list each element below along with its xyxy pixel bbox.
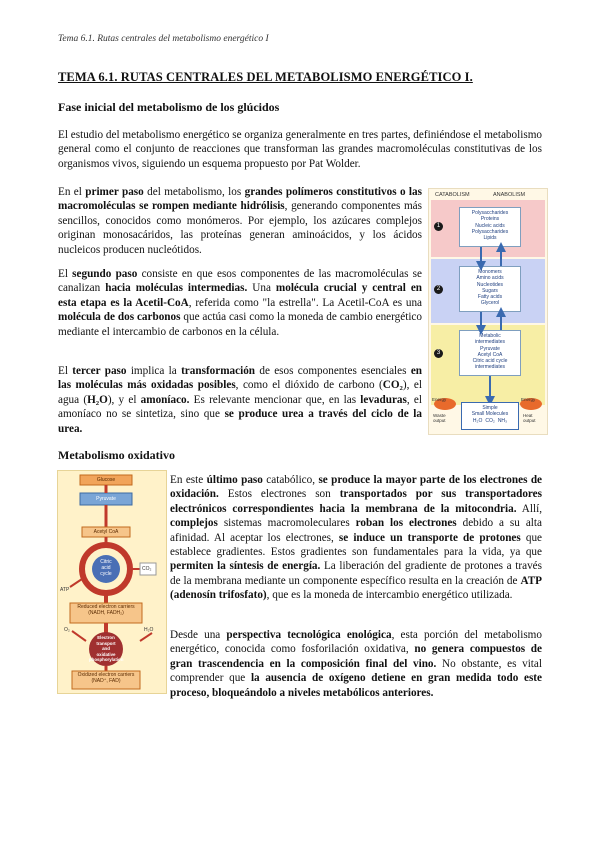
oxidized-carriers-label: Oxidized electron carriers (NAD⁺, FAD): [77, 672, 135, 684]
acetyl-coa-label: Acetyl CoA: [93, 529, 119, 535]
co2-label: CO₂: [485, 417, 495, 424]
glucose-label: Glucose: [96, 477, 116, 483]
energy-left-label: Energy: [432, 397, 447, 402]
paragraph-segundo-paso: El segundo paso consiste en que esos componentes de las macromoléculas se canalizan hacia moléculas intermedias. Una molécula crucial y central en esta etapa es la Acetil-CoA, referida como "la estrella". La Acetil-CoA es una molécula de dos carbonos que actúa casi como la moneda de cambio energético mediante el intercambio de carbonos en la célula.: [58, 268, 423, 338]
atp-label: ATP: [60, 587, 70, 593]
paragraph-ultimo-paso: En este último paso catabólico, se produce la mayor parte de los electrones de oxidación. Estos electrones son transportados por sus transportadores electrónicos correspondientes hacia la membrana de la mitocondria. Allí, complejos sistemas macromoleculares roban los electrones debido a su alta afinidad. Al aceptar los electrones, se induce un transporte de protones que establece gradientes. Estos gradientes son fundamentales para la vida, ya que permiten la síntesis de energía. La liberación del gradiente de protones a través de la membrana mediante un componente específico resulta en la creación de ATP (adenosín trifosfato), que es la moneda de intercambio energético utilizada.: [170, 474, 543, 602]
paragraph-enologica: Desde una perspectiva tecnológica enológica, esta porción del metabolismo energético, conocida como fosforilación oxidativa, no genera compuestos de gran trascendencia en la composición final del vino. No obstante, es vital comprender que la ausencia de oxígeno detiene en gran medida todo este proceso, bloqueándolo a niveles metabólicos anteriores.: [170, 629, 542, 699]
page-title: TEMA 6.1. RUTAS CENTRALES DEL METABOLISMO ENERGÉTICO I.: [58, 70, 473, 84]
macromolecules-box: Polysaccharides Proteins Nucleic acids Polysaccharides Lipids: [459, 207, 521, 247]
energy-right-label: Energy: [521, 397, 536, 402]
nh3-label: NH₃: [497, 417, 508, 424]
intro-paragraph: El estudio del metabolismo energético se organiza generalmente en tres partes, definiéndose el metabolismo general como el conjunto de reacciones que transforman las grandes macromoléculas constitutivas de los organismos vivos, siguiendo un esquema propuesto por Pat Wolder.: [58, 129, 542, 170]
anabolism-label: ANABOLISM: [493, 192, 526, 198]
simple-molecules-box: Simple Small Molecules H₂O CO₂ NH₃: [461, 402, 519, 430]
co2-output-label: CO₂: [142, 566, 152, 572]
stage-2-number: 2: [434, 285, 443, 294]
water-output-label: H₂O: [144, 627, 154, 633]
section-heading-glucidos: Fase inicial del metabolismo de los glúcidos: [58, 100, 280, 114]
oxidative-metabolism-figure: [57, 470, 167, 694]
stage-3-number: 3: [434, 349, 443, 358]
waste-label: Waste output: [433, 413, 446, 423]
paragraph-primer-paso: En el primer paso del metabolismo, los grandes polímeros constitutivos o las macromoléculas se rompen mediante hidrólisis, generando componentes más sencillos, conocidos como monómeros. Por ejemplo, los azúcares complejos originan monosacáridos, las proteínas generan aminoácidos, y los ácidos nucleicos producen nucleótidos.: [58, 186, 422, 256]
reduced-carriers-label: Reduced electron carriers (NADH, FADH₂): [77, 604, 135, 616]
running-header: Tema 6.1. Rutas centrales del metabolismo energético I: [58, 34, 269, 44]
intermediates-box: Metabolic intermediates Pyruvate Acetyl CoA Citric acid cycle intermediates: [459, 330, 521, 376]
electron-transport-label: Electron transport and oxidative phosphorylation: [89, 635, 124, 663]
catabolism-label: CATABOLISM: [435, 192, 470, 198]
oxygen-label: O₂: [64, 627, 70, 633]
citric-acid-cycle-label: Citric acid cycle: [100, 559, 112, 577]
monomers-box: Monomers Amino acids Nucleotides Sugars Fatty acids Glycerol: [459, 266, 521, 312]
water-label: H₂O: [472, 417, 483, 424]
metabolism-stages-figure: [428, 188, 548, 435]
stage-1-number: 1: [434, 222, 443, 231]
section-heading-oxidativo: Metabolismo oxidativo: [58, 448, 175, 462]
heat-label: Heat output: [523, 413, 536, 423]
pyruvate-label: Pyruvate: [96, 496, 116, 502]
paragraph-tercer-paso: El tercer paso implica la transformación de esos componentes esenciales en las moléculas más oxidadas posibles, como el dióxido de carbono (CO₂), el agua (H₂O), y el amoníaco. Es relevante mencionar que, en las levaduras, el amoníaco no se sintetiza, sino que se produce urea a través del ciclo de la urea.: [58, 365, 423, 435]
